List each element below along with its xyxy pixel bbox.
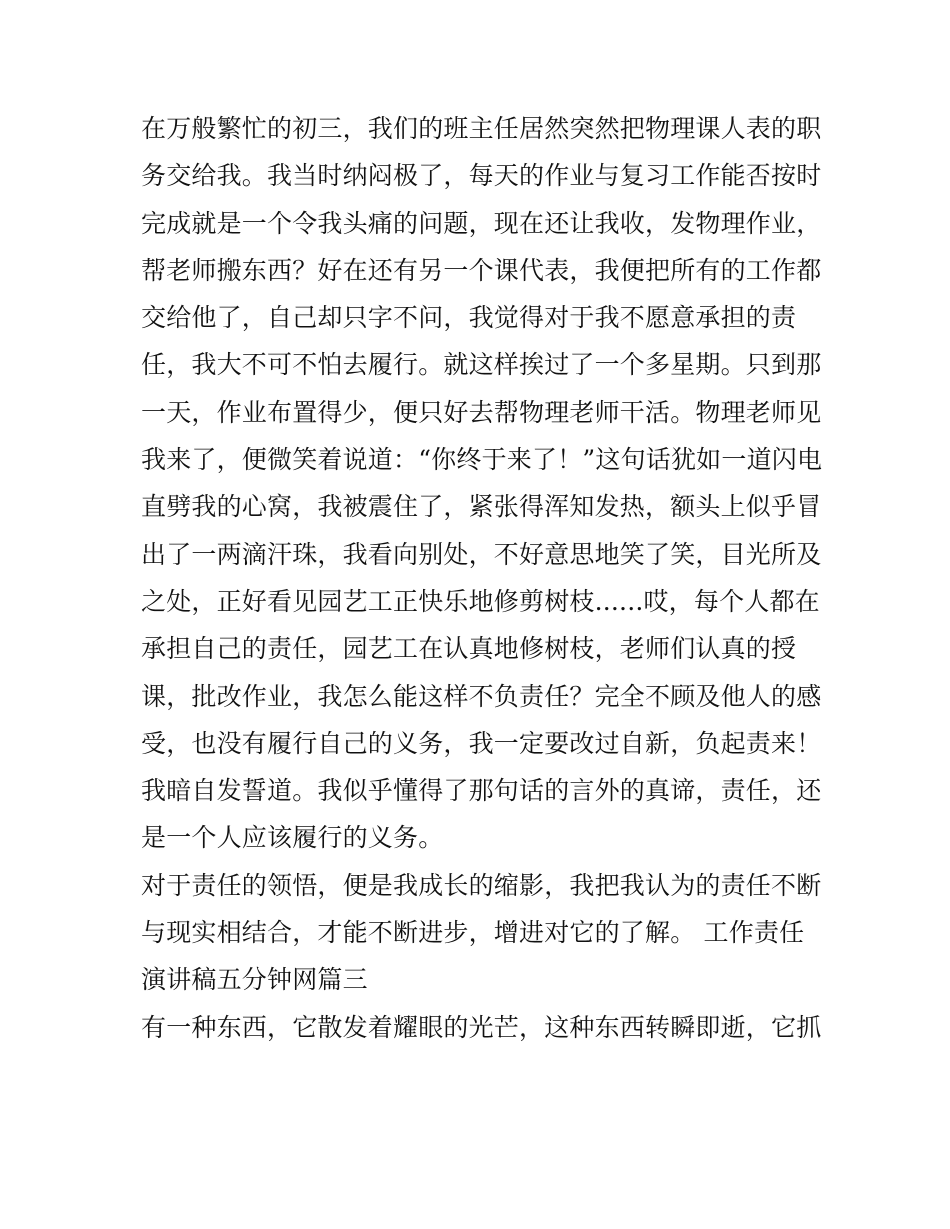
text-line: 是一个人应该履行的义务。 [141, 823, 444, 853]
text-line: 受，也没有履行自己的义务，我一定要改过自新，负起责来！ [141, 728, 822, 758]
text-line: 务交给我。我当时纳闷极了，每天的作业与复习工作能否按时 [141, 161, 822, 191]
text-line: 交给他了，自己却只字不问，我觉得对于我不愿意承担的责 [141, 303, 797, 333]
text-line: 之处，正好看见园艺工正快乐地修剪树枝......哎，每个人都在 [141, 586, 820, 616]
text-line: 出了一两滴汗珠，我看向别处，不好意思地笑了笑，目光所及 [141, 539, 822, 569]
text-line: 在万般繁忙的初三，我们的班主任居然突然把物理课人表的职 [141, 114, 822, 143]
text-line: 承担自己的责任，园艺工在认真地修树枝，老师们认真的授 [141, 634, 797, 664]
text-line: 完成就是一个令我头痛的问题，现在还让我收，发物理作业， [141, 208, 822, 238]
text-line: 有一种东西，它散发着耀眼的光芒，这种东西转瞬即逝，它抓 [141, 1012, 822, 1042]
text-line: 我暗自发誓道。我似乎懂得了那句话的言外的真谛，责任，还 [141, 776, 822, 806]
text-line: 任，我大不可不怕去履行。就这样挨过了一个多星期。只到那 [141, 350, 822, 380]
text-line: 对于责任的领悟，便是我成长的缩影，我把我认为的责任不断 [141, 870, 822, 900]
text-line: 帮老师搬东西？好在还有另一个课代表，我便把所有的工作都 [141, 255, 822, 285]
text-line: 直劈我的心窝，我被震住了，紧张得浑知发热，额头上似乎冒 [141, 492, 822, 522]
text-line: 一天，作业布置得少，便只好去帮物理老师干活。物理老师见 [141, 397, 822, 427]
text-line: 课，批改作业，我怎么能这样不负责任？完全不顾及他人的感 [141, 681, 822, 711]
text-line: 我来了，便微笑着说道：“你终于来了！”这句话犹如一道闪电 [141, 445, 823, 475]
text-line: 与现实相结合，才能不断进步，增进对它的了解。 工作责任 [141, 918, 805, 948]
section-heading: 演讲稿五分钟网篇三 [141, 965, 368, 995]
body-text [141, 105, 823, 1051]
